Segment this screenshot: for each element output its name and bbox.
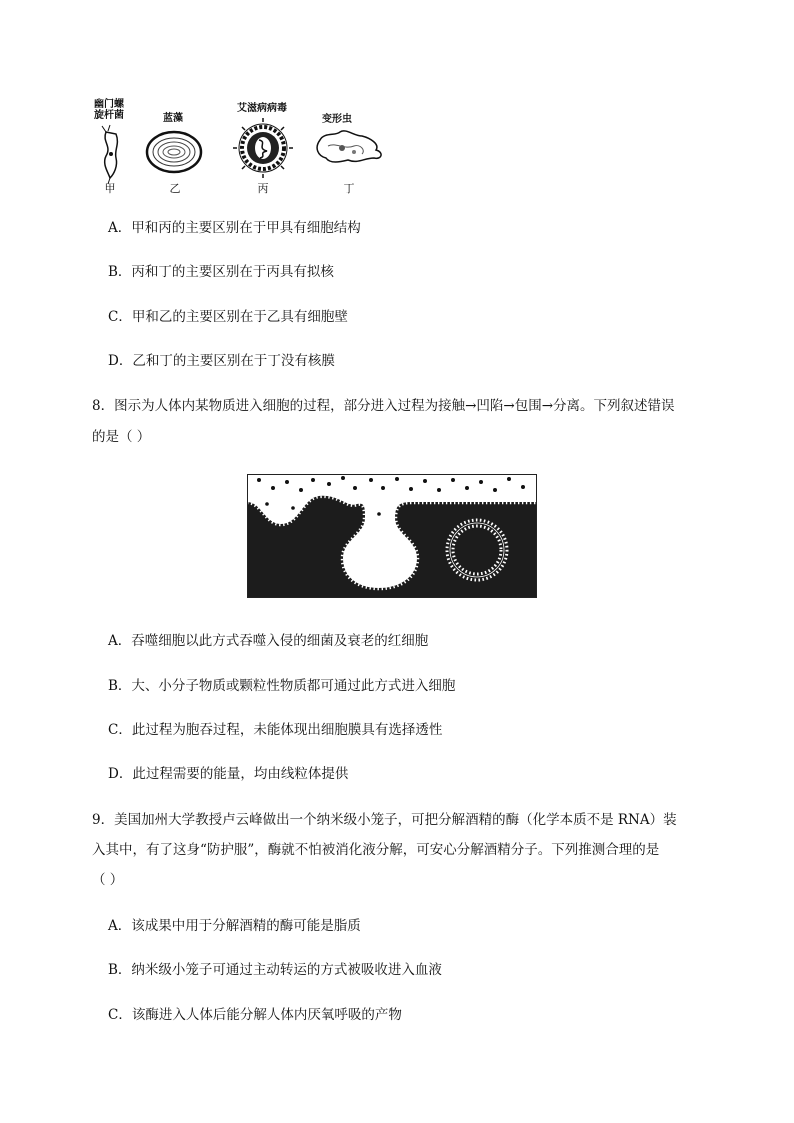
q8-stem-line1: 8．图示为人体内某物质进入细胞的过程，部分进入过程为接触→凹陷→包围→分离。下列叙述错误 [92,398,675,414]
q8-option-c: C．此过程为胞吞过程，未能体现出细胞膜具有选择透性 [108,722,443,738]
q9-stem-line3: （ ） [92,872,124,888]
q7-option-a: A．甲和丙的主要区别在于甲具有细胞结构 [108,220,361,236]
organism-caption-4: 丁 [343,182,355,195]
q8-stem-line2: 的是（ ） [92,429,151,445]
virus-icon [233,118,293,178]
cyanobacteria-icon [147,132,201,172]
q7-option-d: D．乙和丁的主要区别在于丁没有核膜 [108,353,335,369]
organism-label-2: 蓝藻 [163,113,183,124]
amoeba-icon [317,131,381,162]
organism-label-4: 变形虫 [322,114,352,125]
q9-option-c: C．该酶进入人体后能分解人体内厌氧呼吸的产物 [108,1007,402,1023]
q9-stem-line2: 入其中，有了这身“防护服”，酶就不怕被消化液分解，可安心分解酒精分子。下列推测合理的是 [92,842,660,858]
organisms-figure [92,96,392,196]
organism-caption-3: 丙 [257,182,269,195]
organism-caption-2: 乙 [169,182,181,195]
bacterium-icon [102,125,117,184]
q8-option-d: D．此过程需要的能量，均由线粒体提供 [108,766,349,782]
q8-option-a: A．吞噬细胞以此方式吞噬入侵的细菌及衰老的红细胞 [108,633,429,649]
q7-option-b: B．丙和丁的主要区别在于丙具有拟核 [108,264,334,280]
endocytosis-drawing [247,474,537,598]
q7-option-c: C．甲和乙的主要区别在于乙具有细胞壁 [108,309,348,325]
organism-label-1: 幽门螺 旋杆菌 [94,99,124,121]
q9-option-b: B．纳米级小笼子可通过主动转运的方式被吸收进入血液 [108,962,442,978]
q9-option-a: A．该成果中用于分解酒精的酶可能是脂质 [108,918,361,934]
q8-option-b: B．大、小分子物质或颗粒性物质都可通过此方式进入细胞 [108,678,456,694]
organism-caption-1: 甲 [104,182,116,195]
q9-stem-line1: 9．美国加州大学教授卢云峰做出一个纳米级小笼子，可把分解酒精的酶（化学本质不是 RNA）装 [92,812,677,828]
organism-label-3: 艾滋病病毒 [237,103,287,114]
endocytosis-diagram [247,474,537,598]
